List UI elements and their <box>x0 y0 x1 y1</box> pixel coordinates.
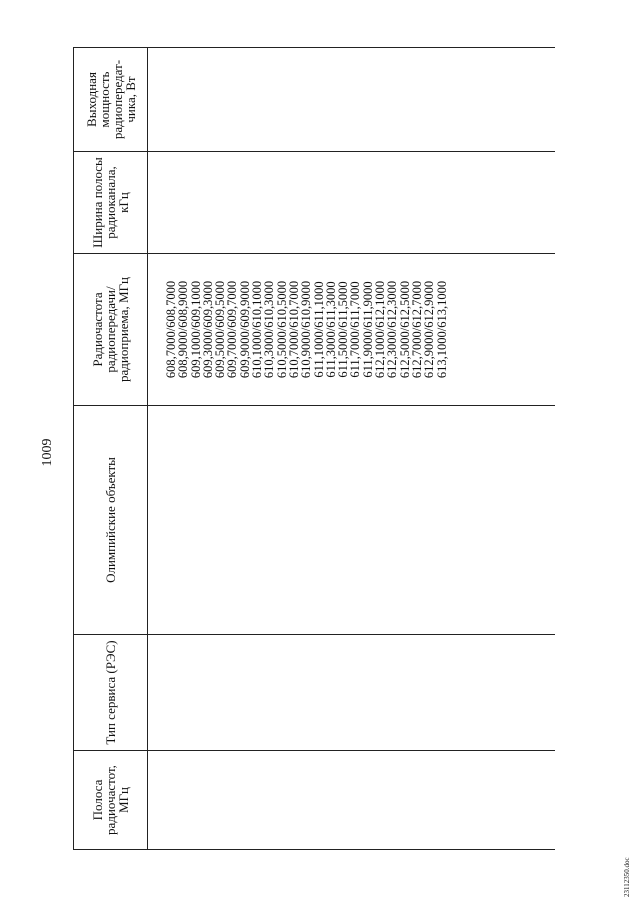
table-header-row <box>74 48 148 850</box>
header-channel-bandwidth: Ширина полосы радиоканала, кГц <box>74 152 148 254</box>
list-item: 609,5000/609,5000 <box>213 280 228 379</box>
list-item: 609,9000/609,9000 <box>237 280 252 379</box>
list-item: 612,7000/612,7000 <box>409 280 424 379</box>
cell-olympic-objects <box>148 406 556 635</box>
list-item: 612,3000/612,3000 <box>385 280 400 379</box>
cell-service-type <box>148 635 556 751</box>
list-item: 608,9000/608,9000 <box>176 280 191 379</box>
list-item: 612,5000/612,5000 <box>397 280 412 379</box>
list-item: 611,5000/611,5000 <box>336 281 351 378</box>
list-item: 610,1000/610,1000 <box>250 280 265 379</box>
cell-channel-bandwidth <box>148 152 556 254</box>
page-number: 1009 <box>40 438 55 467</box>
list-item: 609,7000/609,7000 <box>225 280 240 379</box>
list-item: 609,3000/609,3000 <box>200 280 215 379</box>
frequency-list <box>165 254 448 405</box>
list-item: 609,1000/609,1000 <box>188 280 203 379</box>
footer-filename: 23112350.doc <box>623 857 631 897</box>
header-tx-rx-frequency: Радиочастота радиопередачи/ радиоприема, МГц <box>74 254 148 406</box>
list-item: 608,7000/608,7000 <box>164 280 178 379</box>
header-service-type: Тип сервиса (РЭС) <box>74 635 148 751</box>
list-item: 610,5000/610,5000 <box>274 280 289 379</box>
header-olympic-objects: Олимпийские объекты <box>74 406 148 635</box>
list-item: 612,9000/612,9000 <box>422 280 437 379</box>
list-item: 611,3000/611,3000 <box>323 281 338 378</box>
list-item: 610,9000/610,9000 <box>299 280 314 379</box>
list-item: 612,1000/612,1000 <box>373 280 388 379</box>
table-row <box>148 48 556 850</box>
header-frequency-band: Полоса радиочастот, МГц <box>74 751 148 850</box>
list-item: 613,1000/613,1000 <box>434 280 449 379</box>
frequency-table <box>73 47 555 850</box>
header-output-power: Выходная мощность радиопередат-чика, Вт <box>74 48 148 152</box>
list-item: 610,7000/610,7000 <box>286 280 301 379</box>
list-item: 610,3000/610,3000 <box>262 280 277 379</box>
cell-tx-rx-frequency <box>148 254 556 406</box>
cell-frequency-band <box>148 751 556 850</box>
list-item: 611,1000/611,1000 <box>311 281 326 378</box>
list-item: 611,7000/611,7000 <box>348 281 363 378</box>
cell-output-power <box>148 48 556 152</box>
list-item: 611,9000/611,9000 <box>360 281 375 378</box>
